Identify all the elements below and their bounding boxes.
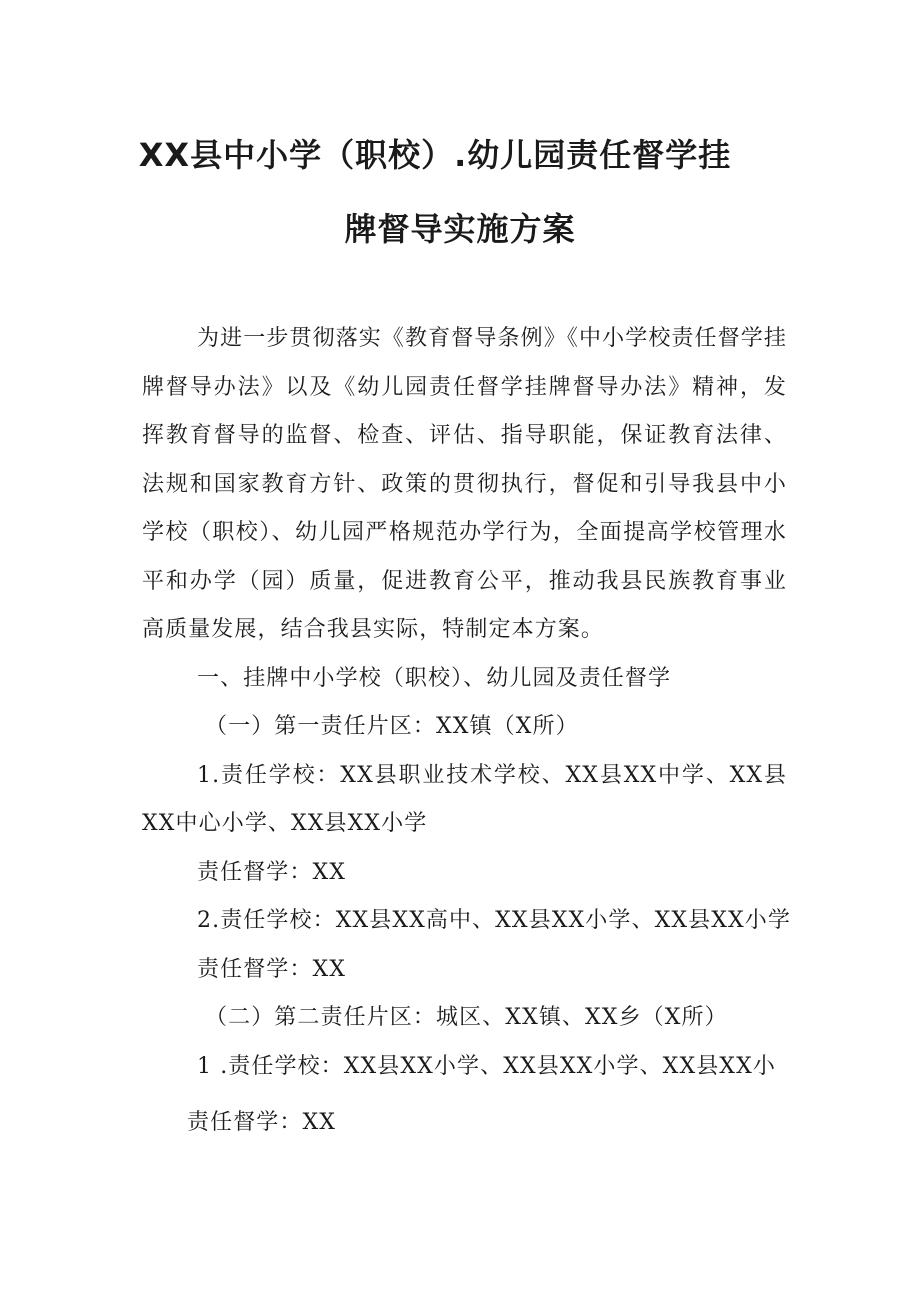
- zone1-item1-schools: 1.责任学校：XX县职业技术学校、XX县XX中学、XX县XX中心小学、XX县XX小学: [142, 762, 787, 836]
- document-title-line2: 牌督导实施方案: [344, 210, 576, 248]
- zone2-heading: （二）第二责任片区：城区、XX镇、XX乡（X所）: [205, 1005, 728, 1030]
- zone1-item2-schools: 2.责任学校：XX县XX高中、XX县XX小学、XX县XX小学: [197, 908, 791, 933]
- document-title-line1: XX县中小学（职校）.幼儿园责任督学挂: [138, 136, 732, 174]
- zone2-item1-schools: 1 .责任学校：XX县XX小学、XX县XX小学、XX县XX小: [197, 1053, 776, 1079]
- zone2-item1-supervisor: 责任督学：XX: [187, 1110, 337, 1135]
- zone1-item1-supervisor: 责任督学：XX: [197, 859, 347, 885]
- document-body: [142, 315, 791, 1148]
- zone1-item2-supervisor: 责任督学：XX: [197, 956, 347, 982]
- zone1-heading: （一）第一责任片区：XX镇（X所）: [205, 714, 579, 739]
- intro-paragraph: 为进一步贯彻落实《教育督导条例》《中小学校责任督学挂牌督导办法》以及《幼儿园责任督学挂牌督导办法》精神，发挥教育督导的监督、检查、评估、指导职能，保证教育法律、法规和国家教育方针、政策的贯彻执行，督促和引导我县中小学校（职校）、幼儿园严格规范办学行为，全面提高学校管理水平和办学（园）质量，促进教育公平，推动我县民族教育事业高质量发展，结合我县实际，特制定本方案。: [142, 326, 787, 642]
- section1-heading: 一、挂牌中小学校（职校）、幼儿园及责任督学: [197, 665, 672, 691]
